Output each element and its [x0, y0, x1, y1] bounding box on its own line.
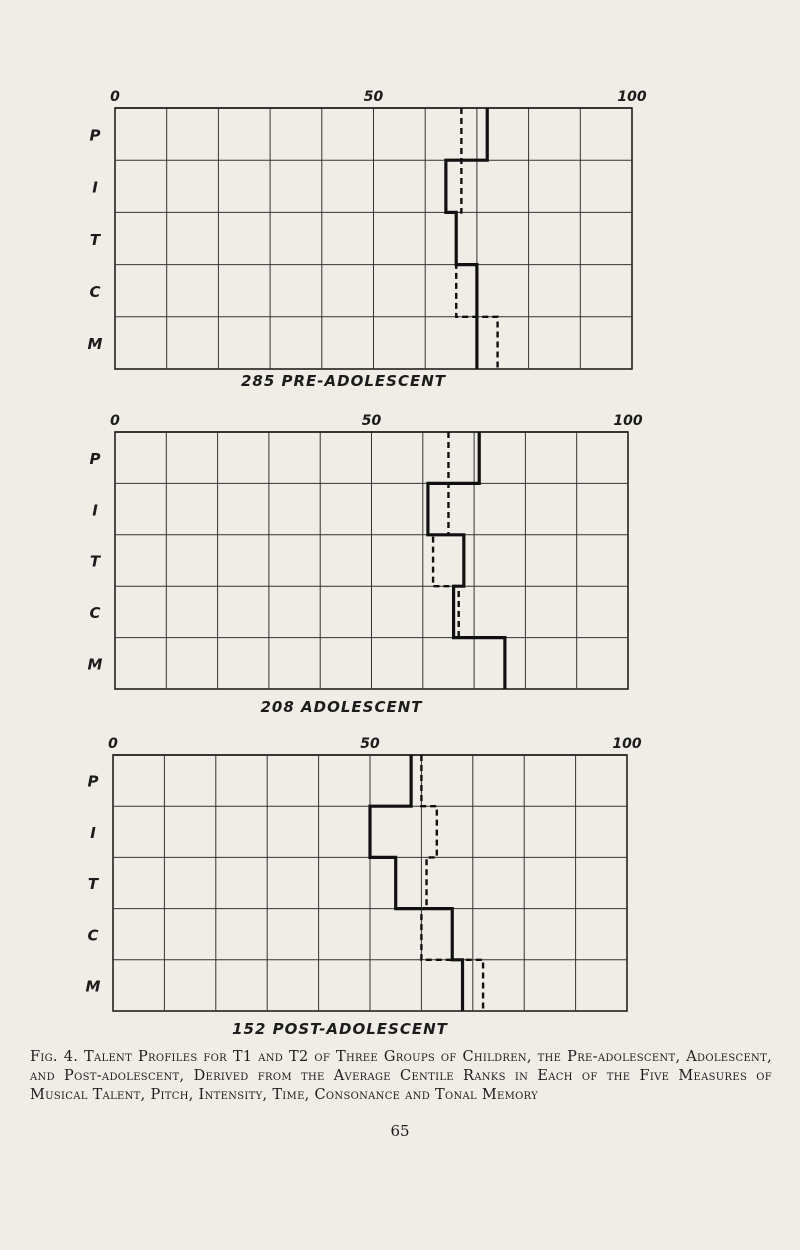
x-tick-label: 100 [613, 413, 643, 429]
x-tick-label: 50 [361, 413, 382, 429]
row-label-m: M [87, 335, 103, 354]
profile-line-t2 [421, 755, 483, 1011]
row-label-m: M [85, 977, 101, 996]
row-label-c: C [89, 604, 101, 623]
panel-title: 152 POST-ADOLESCENT [232, 1020, 448, 1038]
row-label-p: P [89, 126, 101, 145]
row-label-p: P [89, 449, 101, 468]
row-label-i: I [92, 501, 98, 520]
panel-title: 208 ADOLESCENT [260, 698, 423, 716]
page-number: 65 [390, 1122, 410, 1140]
row-label-t: T [89, 552, 101, 571]
row-label-c: C [87, 926, 99, 945]
profile-line-t1 [428, 432, 505, 689]
x-tick-label: 0 [110, 89, 120, 105]
x-tick-label: 0 [110, 413, 120, 429]
row-label-m: M [87, 655, 103, 674]
x-tick-label: 0 [108, 736, 118, 752]
row-label-p: P [87, 772, 99, 791]
profile-line-t1 [446, 108, 487, 369]
row-label-c: C [89, 282, 101, 301]
figure-caption: Fig. 4. Talent Profiles for T1 and T2 of Three Groups of Children, the Pre-adolescent, Adolescent, and Post-adolescent, Derived from the Average Centile Ranks in Each of the Five Measures of Musical Talent, Pitch, Intensity, Time, Consonance and Tonal Memory [30, 1049, 772, 1103]
profile-panel-2 [88, 413, 643, 716]
x-tick-label: 50 [360, 736, 380, 752]
row-label-t: T [89, 230, 101, 249]
x-tick-label: 100 [617, 89, 647, 105]
profile-line-t1 [370, 755, 463, 1011]
panel-title: 285 PRE-ADOLESCENT [240, 372, 447, 390]
row-label-t: T [87, 875, 99, 894]
row-label-i: I [92, 178, 98, 197]
x-tick-label: 100 [612, 736, 642, 752]
row-label-i: I [90, 823, 96, 842]
profile-panel-1 [88, 89, 647, 390]
x-tick-label: 50 [363, 89, 384, 105]
profile-line-t2 [433, 432, 505, 689]
profile-panel-3 [86, 736, 642, 1038]
